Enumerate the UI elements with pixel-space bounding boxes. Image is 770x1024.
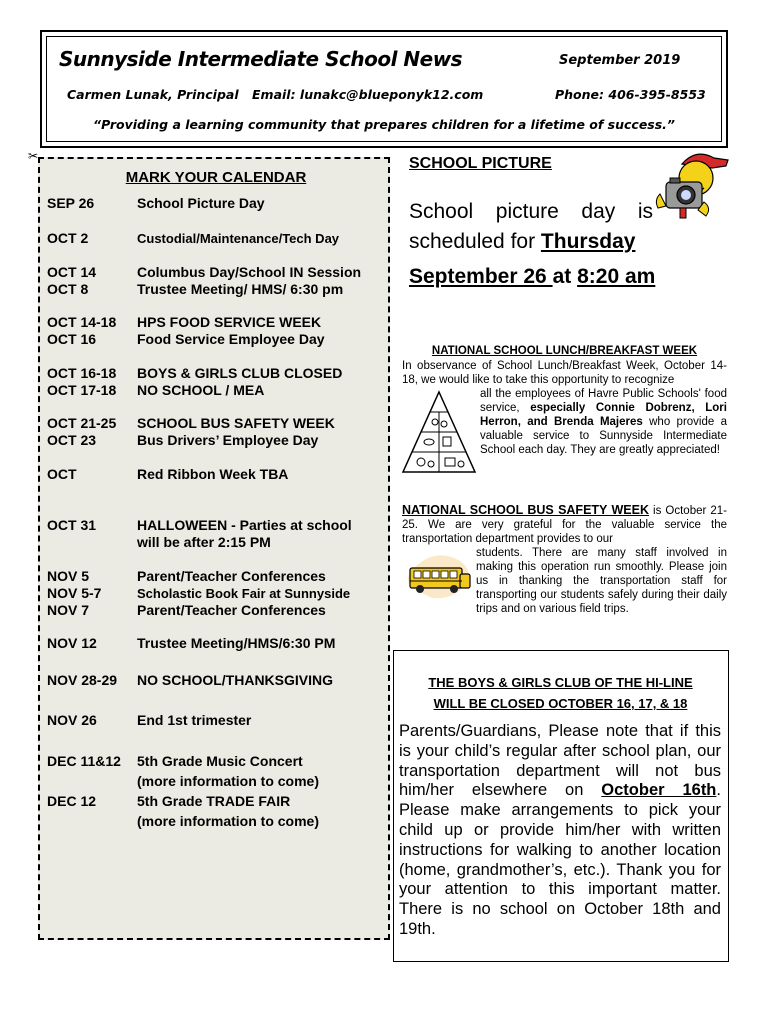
club-heading-line2: WILL BE CLOSED OCTOBER 16, 17, & 18 — [433, 696, 688, 711]
principal-email: Email: lunakc@blueponyk12.com — [252, 87, 484, 102]
event-description: Trustee Meeting/ HMS/ 6:30 pm — [137, 281, 344, 297]
club-heading-line1: THE BOYS & GIRLS CLUB OF THE HI-LINE — [428, 675, 693, 690]
event-date: SEP 26 — [47, 195, 95, 211]
picture-day-scheduled: scheduled for Thursday — [409, 230, 636, 253]
event-description: Parent/Teacher Conferences — [137, 602, 326, 618]
event-date: NOV 7 — [47, 602, 90, 618]
event-date: OCT 21-25 — [47, 415, 117, 431]
event-description: 5th Grade Music Concert — [137, 753, 303, 769]
scissors-icon: ✂ — [28, 149, 39, 163]
picture-day-text: School picture day is — [409, 200, 653, 223]
school-phone: Phone: 406-395-8553 — [555, 87, 706, 102]
event-date: OCT — [47, 466, 77, 482]
event-description: NO SCHOOL / MEA — [137, 382, 265, 398]
event-description: End 1st trimester — [137, 712, 252, 728]
event-date: DEC 11&12 — [47, 753, 121, 769]
camera-cartoon-icon — [652, 150, 732, 222]
header-inner-border — [46, 36, 722, 142]
event-date: OCT 14 — [47, 264, 97, 280]
event-description: Red Ribbon Week TBA — [137, 466, 289, 482]
event-date: NOV 12 — [47, 635, 97, 651]
event-date: OCT 14-18 — [47, 314, 117, 330]
event-description: Parent/Teacher Conferences — [137, 568, 326, 584]
event-description: Trustee Meeting/HMS/6:30 PM — [137, 635, 336, 651]
lunch-week-heading: NATIONAL SCHOOL LUNCH/BREAKFAST WEEK — [431, 345, 698, 357]
event-date: OCT 16 — [47, 331, 97, 347]
event-description: Scholastic Book Fair at Sunnyside — [137, 586, 351, 601]
event-description: 5th Grade TRADE FAIR — [137, 793, 291, 809]
event-description: HALLOWEEN - Parties at school — [137, 517, 352, 533]
event-description: Bus Drivers’ Employee Day — [137, 432, 319, 448]
bus-safety-text: NATIONAL SCHOOL BUS SAFETY WEEK is October 21-25. We are very grateful for the valuable service the transportation department provides to our students. There are many staff involved in making this operation run smoothly. Please join us in thanking the transportation staff for transporting our students safely during their daily trips and on various field trips. — [402, 503, 727, 615]
newsletter-title: Sunnyside Intermediate School News — [59, 47, 463, 71]
event-date: OCT 16-18 — [47, 365, 117, 381]
event-description: Food Service Employee Day — [137, 331, 325, 347]
event-date: NOV 26 — [47, 712, 97, 728]
event-date: NOV 5-7 — [47, 585, 102, 601]
food-pyramid-icon — [399, 388, 479, 478]
event-date: OCT 17-18 — [47, 382, 117, 398]
school-picture-heading: SCHOOL PICTURE — [409, 155, 552, 172]
calendar-box — [38, 157, 390, 940]
picture-day-date: September 26 at 8:20 am — [409, 265, 656, 288]
event-description: SCHOOL BUS SAFETY WEEK — [137, 415, 335, 431]
event-description: BOYS & GIRLS CLUB CLOSED — [137, 365, 343, 381]
event-date: DEC 12 — [47, 793, 97, 809]
school-bus-icon — [404, 548, 474, 604]
event-date: NOV 5 — [47, 568, 90, 584]
lunch-week-text: In observance of School Lunch/Breakfast Week, October 14-18, we would like to take this opportunity to recognize all the employees of Havre Public Schools' food service, especially Connie Dobrenz, Lori Herron, and Brenda Majeres who provide a valuable service to Sunnyside Intermediate School each day. They are greatly appreciated! — [402, 360, 727, 456]
event-date: OCT 8 — [47, 281, 89, 297]
issue-date: September 2019 — [559, 53, 681, 68]
school-motto: “Providing a learning community that prepares children for a lifetime of success.” — [93, 117, 675, 132]
event-date: OCT 23 — [47, 432, 97, 448]
event-date: OCT 31 — [47, 517, 97, 533]
boys-girls-club-box — [393, 650, 729, 962]
event-description: (more information to come) — [137, 813, 320, 829]
event-description: HPS FOOD SERVICE WEEK — [137, 314, 322, 330]
event-description: (more information to come) — [137, 773, 320, 789]
club-notice-text: Parents/Guardians, Please note that if this is your child’s regular after school plan, our transportation department will not bus him/her elsewhere on October 16th. Please make arrangements to pick your child up or provide him/her with written instructions for walking to another location (home, grandmother’s, etc.). Thank you for your attention to this important matter. There is no school on October 18th and 19th. — [399, 722, 721, 938]
newsletter-header — [40, 30, 728, 148]
event-description: School Picture Day — [137, 195, 265, 211]
principal-name: Carmen Lunak, Principal — [67, 87, 239, 102]
event-description: will be after 2:15 PM — [137, 534, 271, 550]
event-date: NOV 28-29 — [47, 672, 118, 688]
calendar-title: MARK YOUR CALENDAR — [125, 169, 307, 186]
event-description: Columbus Day/School IN Session — [137, 264, 362, 280]
event-description: Custodial/Maintenance/Tech Day — [137, 231, 340, 246]
event-date: OCT 2 — [47, 230, 89, 246]
event-description: NO SCHOOL/THANKSGIVING — [137, 672, 334, 688]
